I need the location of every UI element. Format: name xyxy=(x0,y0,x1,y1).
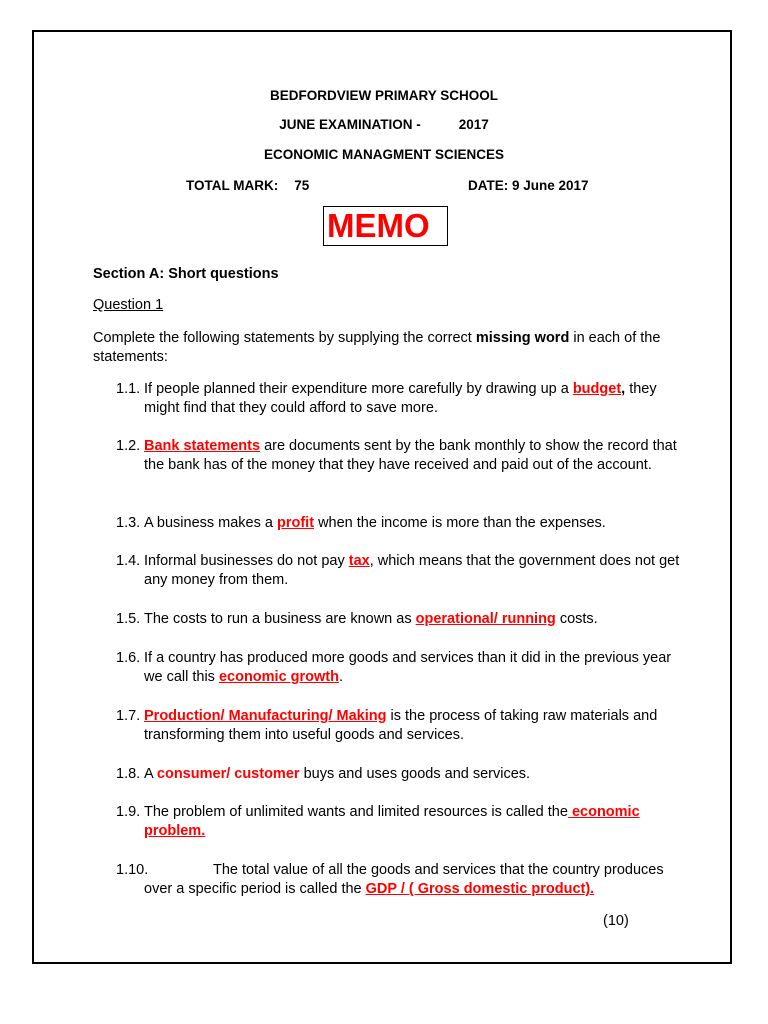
question-title: Question 1 xyxy=(93,297,164,313)
item-number: 1.6. xyxy=(116,650,141,666)
instruction-emphasis: missing word xyxy=(475,330,570,346)
total-mark xyxy=(186,178,309,193)
question-item-1-3: 1.3. A business makes a profit when the income is more than the expenses. xyxy=(116,515,606,531)
answer: GDP / ( Gross domestic product). xyxy=(365,881,595,897)
school-name: BEDFORDVIEW PRIMARY SCHOOL xyxy=(269,88,498,103)
item-number: 1.2. xyxy=(116,438,141,454)
memo-stamp: MEMO xyxy=(323,206,448,246)
answer: budget xyxy=(572,381,622,397)
question-item-1-5: 1.5. The costs to run a business are known as operational/ running costs. xyxy=(116,611,598,627)
question-item-1-8: 1.8. A consumer/ customer buys and uses goods and services. xyxy=(116,766,531,782)
item-number: 1.5. xyxy=(116,611,141,627)
question-item-1-10: 1.10. The total value of all the goods and services that the country produces over a specific period is called the GDP / ( Gross domestic product). xyxy=(116,862,664,897)
exam-line xyxy=(0,117,768,132)
subject-title: ECONOMIC MANAGMENT SCIENCES xyxy=(263,147,504,162)
marks-total: (10) xyxy=(603,913,629,929)
item-number: 1.4. xyxy=(116,553,141,569)
question-item-1-4: 1.4. Informal businesses do not pay tax, which means that the government does not get any money from them. xyxy=(116,553,680,588)
item-number: 1.9. xyxy=(116,804,141,820)
exam-label: JUNE EXAMINATION - xyxy=(279,117,421,132)
date-label: DATE: xyxy=(468,178,509,193)
answer: Production/ Manufacturing/ Making xyxy=(144,708,387,724)
item-number: 1.8. xyxy=(116,766,141,782)
answer: consumer/ customer xyxy=(156,766,300,782)
item-number: 1.1. xyxy=(116,381,141,397)
answer: Bank statements xyxy=(144,438,261,454)
item-number: 1.3. xyxy=(116,515,141,531)
answer: economic problem. xyxy=(144,804,640,839)
answer: tax xyxy=(348,553,370,569)
item-number: 1.10. xyxy=(116,862,149,878)
answer: profit xyxy=(277,515,315,531)
date-value: 9 June 2017 xyxy=(512,178,589,193)
answer: operational/ running xyxy=(415,611,556,627)
question-item-1-2: 1.2. Bank statements are documents sent by the bank monthly to show the record that the bank has of the money that they have received and paid out of the account. xyxy=(116,438,677,473)
question-item-1-7: 1.7. Production/ Manufacturing/ Making is the process of taking raw materials and transforming them into useful goods and services. xyxy=(116,708,658,743)
section-title: Section A: Short questions xyxy=(93,266,279,282)
question-item-1-6: 1.6. If a country has produced more goods and services than it did in the previous year we call this economic growth. xyxy=(116,650,672,685)
exam-year: 2017 xyxy=(458,117,489,132)
total-mark-value: 75 xyxy=(294,178,310,193)
question-item-1-1: 1.1. If people planned their expenditure more carefully by drawing up a budget, they might find that they could afford to save more. xyxy=(116,381,657,416)
item-number: 1.7. xyxy=(116,708,141,724)
question-item-1-9: 1.9. The problem of unlimited wants and limited resources is called the economic problem. xyxy=(116,804,640,839)
exam-date xyxy=(468,178,589,193)
question-instructions: Complete the following statements by supplying the correct missing word in each of the statements: xyxy=(93,330,661,365)
total-mark-label: TOTAL MARK: xyxy=(186,178,279,193)
answer: economic growth xyxy=(218,669,339,685)
